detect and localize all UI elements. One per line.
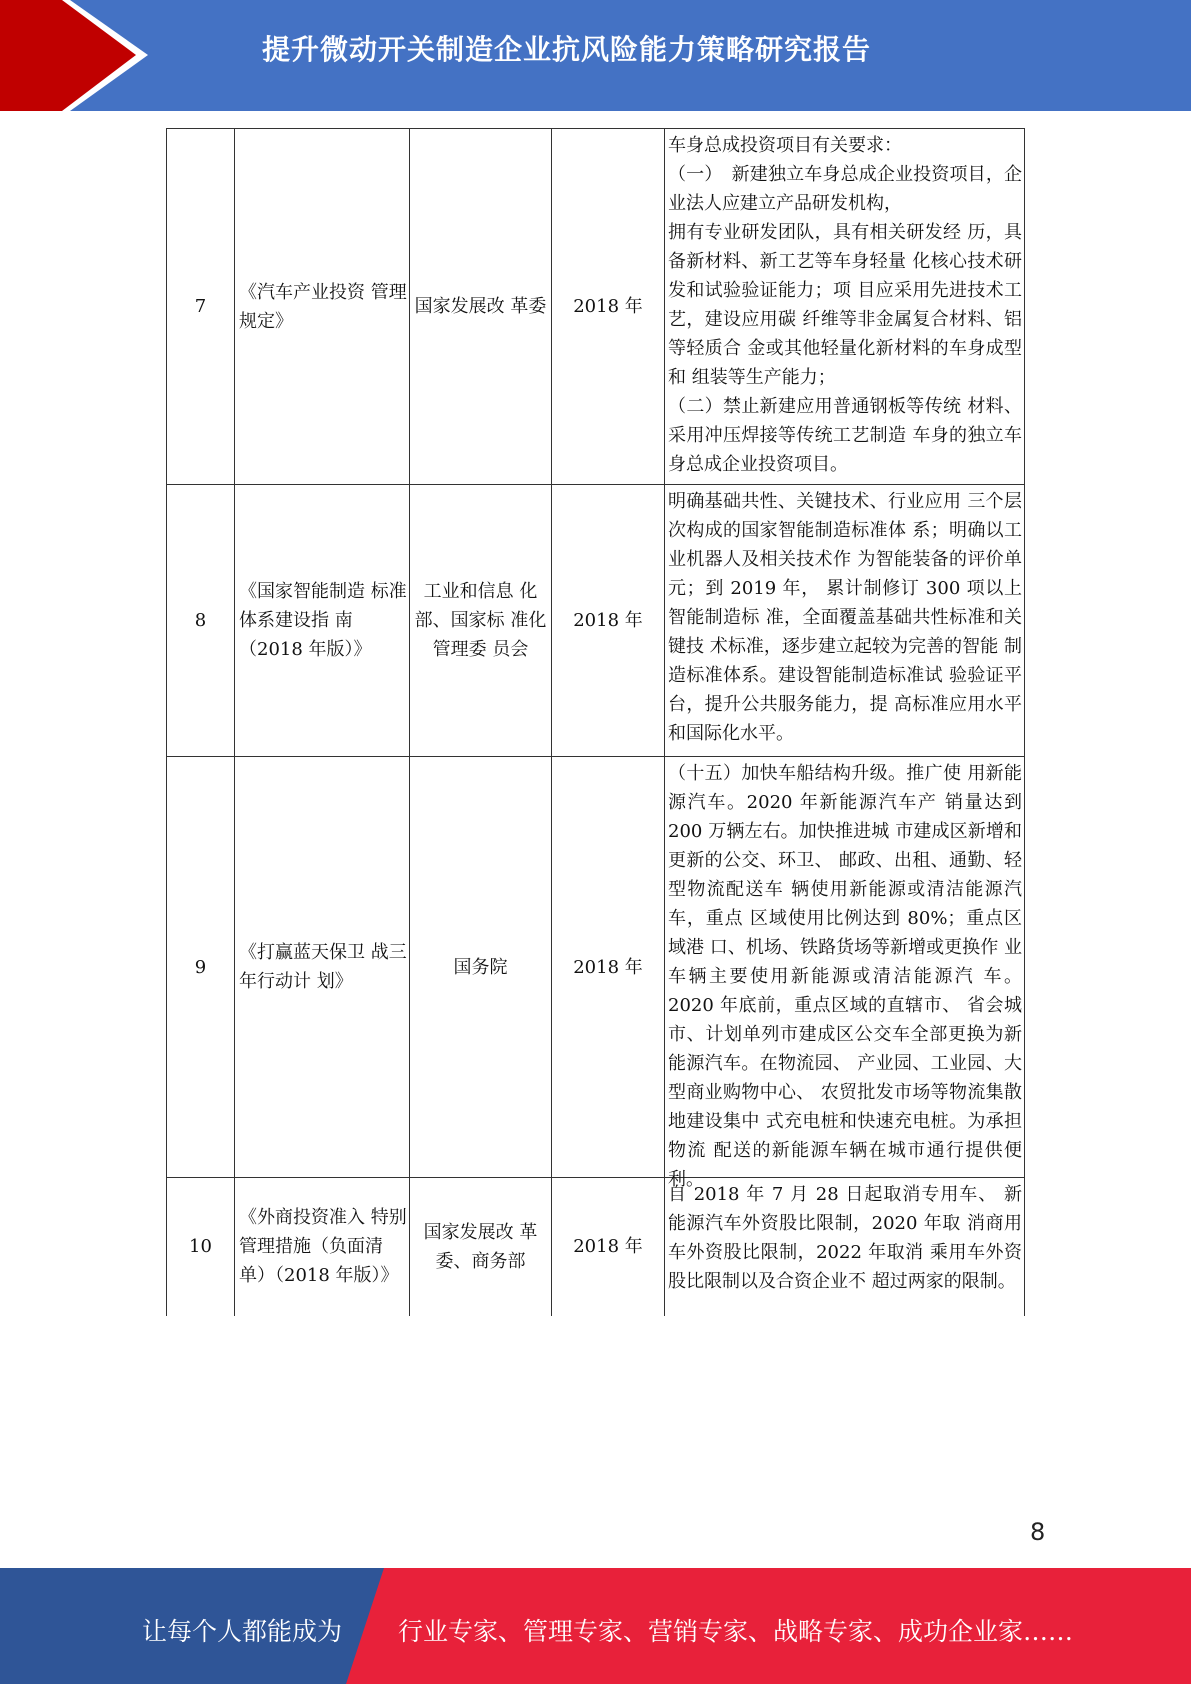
document-title: 提升微动开关制造企业抗风险能力策略研究报告	[262, 33, 872, 66]
issuing-authority: 国家发展改 革委	[410, 129, 552, 485]
issue-year: 2018 年	[552, 129, 665, 485]
policy-content	[665, 1178, 1025, 1316]
issuing-authority: 国家发展改 革委、商务部	[410, 1178, 552, 1316]
policy-name: 《国家智能制造 标准体系建设指 南（2018 年版）》	[235, 485, 410, 757]
issue-year: 2018 年	[552, 485, 665, 757]
policy-content	[665, 129, 1025, 485]
issue-year: 2018 年	[552, 757, 665, 1178]
chevron-red-shape	[0, 0, 136, 111]
row-number: 7	[167, 129, 235, 485]
footer-slogan-left: 让每个人都能成为	[142, 1617, 343, 1646]
policy-content-text: 明确基础共性、关键技术、行业应用 三个层次构成的国家智能制造标准体 系；明确以工业机器人及相关技术作 为智能装备的评价单元；到 2019 年， 累计制修订 300 项以上智能制造标 准，全面覆盖基础共性标准和关键技 术标准，逐步建立起较为完善的智能 制造标准体系。建设智能制造标准试 验验证平台，提升公共服务能力，提 高标准应用水平和国际化水平。	[668, 491, 1022, 744]
table-row	[167, 1178, 1025, 1316]
policy-table	[166, 128, 1025, 1316]
row-number: 10	[167, 1178, 235, 1316]
policy-content	[665, 757, 1025, 1190]
row-number: 8	[167, 485, 235, 757]
page-number: 8	[1030, 1518, 1046, 1546]
policy-name: 《外商投资准入 特别管理措施（负面清单）（2018 年版）》	[235, 1178, 410, 1316]
footer-slogan-right: 行业专家、管理专家、营销专家、战略专家、成功企业家……	[398, 1617, 1074, 1646]
policy-content-text: 车身总成投资项目有关要求： （一） 新建独立车身总成企业投资项目，企业法人应建立产品研发机构， 拥有专业研发团队，具有相关研发经 历，具备新材料、新工艺等车身轻量 化核心技术研发和试验验证能力；项 目应采用先进技术工艺，建设应用碳 纤维等非金属复合材料、铝等轻质合 金或其他轻量化新材料的车身成型和 组装等生产能力； （二）禁止新建应用普通钢板等传统 材料、采用冲压焊接等传统工艺制造 车身的独立车身总成企业投资项目。	[668, 135, 1022, 475]
policy-name: 《打赢蓝天保卫 战三年行动计 划》	[235, 757, 410, 1178]
table-row	[167, 485, 1025, 757]
header-banner	[0, 0, 1191, 111]
policy-content-text: （十五）加快车船结构升级。推广使 用新能源汽车。2020 年新能源汽车产 销量达到 200 万辆左右。加快推进城 市建成区新增和更新的公交、环卫、 邮政、出租、通勤、轻型物流配送车 辆使用新能源或清洁能源汽车，重点 区域使用比例达到 80%；重点区域港 口、机场、铁路货场等新增或更换作 业车辆主要使用新能源或清洁能源汽 车。2020 年底前，重点区域的直辖市、 省会城市、计划单列市建成区公交车全部更换为新能源汽车。在物流园、 产业园、工业园、大型商业购物中心、 农贸批发市场等物流集散地建设集中 式充电桩和快速充电桩。为承担物流 配送的新能源车辆在城市通行提供便 利。	[668, 763, 1022, 1190]
issuing-authority: 国务院	[410, 757, 552, 1178]
footer-banner	[0, 1568, 1191, 1684]
row-number: 9	[167, 757, 235, 1178]
policy-content-text: 自 2018 年 7 月 28 日起取消专用车、 新能源汽车外资股比限制，2020 年取 消商用车外资股比限制，2022 年取消 乘用车外资股比限制以及合资企业不 超过两家的限制。	[668, 1184, 1022, 1292]
table-row	[167, 757, 1025, 1178]
policy-name: 《汽车产业投资 管理规定》	[235, 129, 410, 485]
table-row	[167, 129, 1025, 485]
issue-year: 2018 年	[552, 1178, 665, 1316]
issuing-authority: 工业和信息 化部、国家标 准化管理委 员会	[410, 485, 552, 757]
policy-content	[665, 485, 1025, 757]
